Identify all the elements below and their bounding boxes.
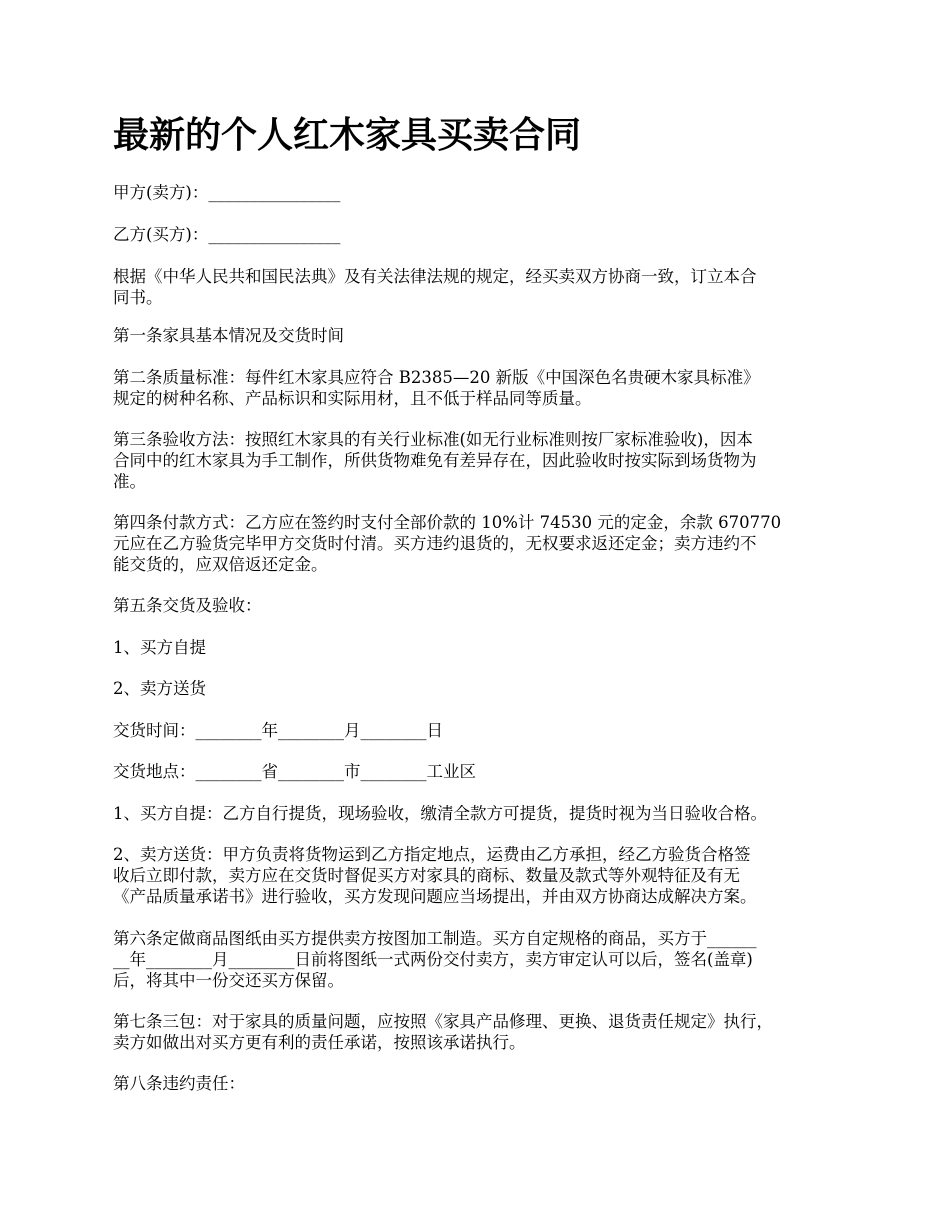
preamble-paragraph: 根据《中华人民共和国民法典》及有关法律法规的规定，经买卖双方协商一致，订立本合 同书。: [113, 267, 757, 307]
article-4-paragraph: 第四条付款方式：乙方应在签约时支付全部价款的 10%计 74530 元的定金，余款 670770 元应在乙方验货完毕甲方交货时付清。买方违约退货的，无权要求返还定金；卖方违约不 能交货的，应双倍返还定金。: [113, 513, 782, 574]
delivery-place-line: 交货地点：________省________市________工业区: [113, 762, 476, 781]
article-6-paragraph: 第六条定做商品图纸由买方提供卖方按图加工制造。买方自定规格的商品，买方于______ __年________月________日前将图纸一式两份交付卖方，卖方审定认可以后，签名(盖章) 后，将其中一份交还买方保留。: [113, 929, 757, 990]
self-pickup-paragraph: 1、买方自提：乙方自行提货，现场验收，缴清全款方可提货，提货时视为当日验收合格。: [113, 804, 767, 823]
article-5-heading: 第五条交货及验收：: [113, 596, 262, 615]
party-b-line: 乙方(买方)：________________: [113, 225, 341, 244]
article-2-paragraph: 第二条质量标准：每件红木家具应符合 B2385—20 新版《中国深色名贵硬木家具标准》 规定的树种名称、产品标识和实际用材，且不低于样品同等质量。: [113, 368, 760, 408]
delivery-time-line: 交货时间：________年________月________日: [113, 721, 443, 740]
delivery-option-1: 1、买方自提: [113, 638, 206, 657]
article-8-heading: 第八条违约责任：: [113, 1074, 245, 1093]
document-title: 最新的个人红木家具买卖合同: [113, 115, 582, 156]
article-3-paragraph: 第三条验收方法：按照红木家具的有关行业标准(如无行业标准则按厂家标准验收)，因本 合同中的红木家具为手工制作，所供货物难免有差异存在，因此验收时按实际到场货物为 准。: [113, 430, 757, 491]
article-1-heading: 第一条家具基本情况及交货时间: [113, 326, 344, 345]
delivery-option-2: 2、卖方送货: [113, 679, 206, 698]
party-a-line: 甲方(卖方)：________________: [113, 183, 341, 202]
article-7-paragraph: 第七条三包：对于家具的质量问题，应按照《家具产品修理、更换、退货责任规定》执行， 卖方如做出对买方更有利的责任承诺，按照该承诺执行。: [113, 1012, 773, 1052]
seller-delivery-paragraph: 2、卖方送货：甲方负责将货物运到乙方指定地点，运费由乙方承担，经乙方验货合格签 收后立即付款，卖方应在交货时督促买方对家具的商标、数量及款式等外观特征及有无 《产品质量承诺书》进行验收，买方发现问题应当场提出，并由双方协商达成解决方案。: [113, 845, 757, 906]
